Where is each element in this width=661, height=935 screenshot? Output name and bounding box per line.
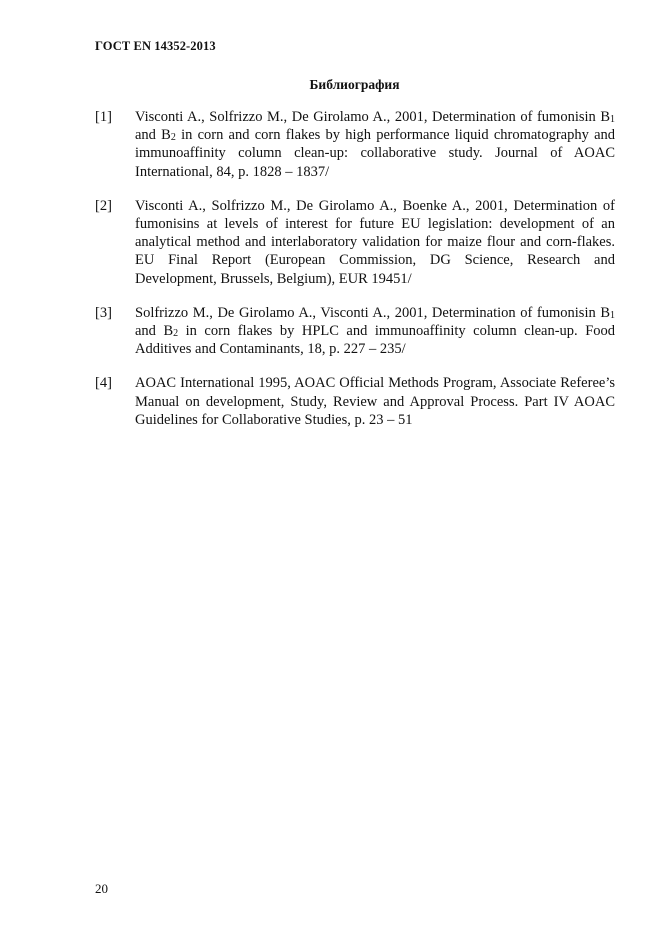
reference-number: [3] — [95, 304, 112, 321]
page-number: 20 — [95, 881, 108, 896]
reference-text: Visconti A., Solfrizzo M., De Girolamo A., Boenke A., 2001, Determination of fumonisins at levels of interest for future EU legislation: development of an analytical method and interlaboratory validation for maize flour and corn-flakes. EU Final Report (European Commission, DG Science, Research and Development, Brussels, Belgium), EUR 19451/ — [135, 197, 615, 287]
reference-entry-4 — [95, 374, 615, 429]
reference-entry-1 — [95, 108, 615, 181]
document-header: ГОСТ EN 14352-2013 — [95, 39, 216, 53]
reference-number: [2] — [95, 197, 112, 214]
reference-number: [1] — [95, 109, 112, 125]
reference-number: [4] — [95, 375, 112, 392]
bibliography-title: Библиография — [309, 77, 400, 92]
bibliography-list — [95, 108, 615, 445]
reference-entry-3 — [95, 304, 615, 359]
reference-text: AOAC International 1995, AOAC Official Methods Program, Associate Referee’s Manual on development, Study, Review and Approval Process. Part IV AOAC Guidelines for Collaborative Studies, p. 23 – 51 — [135, 375, 615, 428]
reference-text: Solfrizzo M., De Girolamo A., Visconti A., 2001, Determination of fumonisin $B_1$ and $B_2$ in corn flakes by HPLC and immunoaffinity column clean-up. Food Additives and Contaminants, 18, p. 227 – 235/ — [135, 304, 616, 358]
reference-text: Visconti A., Solfrizzo M., De Girolamo A., 2001, Determination of fumonisin $B_1$ and $B_2$ in corn and corn flakes by high performance liquid chromatography and immunoaffinity column clean-up: collaborative study. Journal of AOAC International, 84, p. 1828 – 1837/ — [135, 109, 616, 180]
reference-entry-2 — [95, 197, 615, 288]
